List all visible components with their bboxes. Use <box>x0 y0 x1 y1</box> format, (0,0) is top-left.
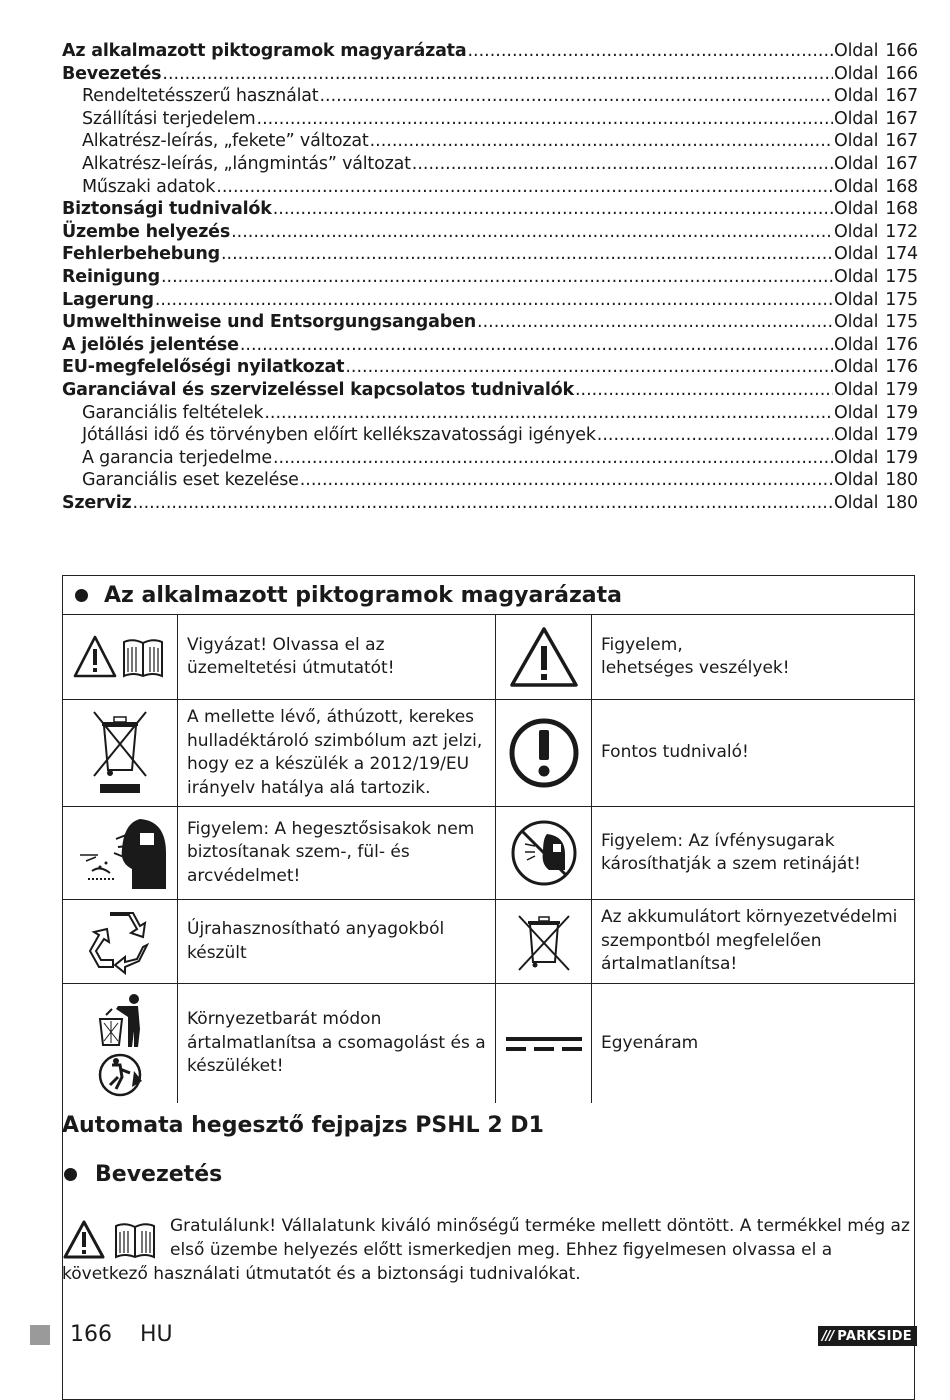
toc-entry <box>62 63 918 86</box>
toc-page-label: Oldal <box>834 244 879 265</box>
toc-leader-dots <box>575 379 833 402</box>
toc-page-label: Oldal <box>834 131 879 152</box>
toc-leader-dots <box>273 447 833 470</box>
toc-entry <box>62 469 918 492</box>
toc-page-label: Oldal <box>834 425 879 446</box>
pictogram-heading-text: Az alkalmazott piktogramok magyarázata <box>104 582 623 608</box>
toc-entry <box>62 311 918 334</box>
product-title: Automata hegesztő fejpajzs PSHL 2 D1 <box>62 1113 544 1138</box>
brand-logo <box>818 1326 917 1346</box>
toc-leader-dots <box>257 108 833 131</box>
toc-leader-dots <box>345 356 833 379</box>
toc-title: Fehlerbehebung <box>62 244 220 265</box>
welding-shield-icon <box>63 807 178 900</box>
toc-entry <box>62 130 918 153</box>
toc-title: Biztonsági tudnivalók <box>62 199 272 220</box>
toc-leader-dots <box>155 289 833 312</box>
pictogram-desc: Az akkumulátort környezetvédelmi szempontból megfelelően ártalmatlanítsa! <box>592 900 914 984</box>
toc-page-label: Oldal <box>834 41 879 61</box>
pictogram-desc: Környezetbarát módon ártalmatlanítsa a csomagolást és a készüléket! <box>178 984 496 1103</box>
toc-page-number: 175 <box>885 312 918 333</box>
toc-page-number: 179 <box>885 447 918 468</box>
toc-page-label: Oldal <box>834 289 879 310</box>
table-of-contents <box>62 40 918 514</box>
toc-entry <box>62 424 918 447</box>
battery-bin-icon <box>496 900 592 984</box>
toc-page-number: 166 <box>885 41 918 61</box>
toc-page-number: 167 <box>885 131 918 152</box>
toc-title: Az alkalmazott piktogramok magyarázata <box>62 41 467 61</box>
dispose-recycle-icon <box>63 984 178 1103</box>
toc-leader-dots <box>300 469 833 492</box>
toc-page-number: 180 <box>885 492 918 513</box>
toc-page-number: 176 <box>885 357 918 378</box>
toc-page-number: 172 <box>885 221 918 242</box>
toc-page-label: Oldal <box>834 447 879 468</box>
toc-page-label: Oldal <box>834 199 879 220</box>
toc-leader-dots <box>370 130 833 153</box>
toc-entry <box>62 40 918 63</box>
toc-entry <box>62 289 918 312</box>
recycle-icon <box>63 900 178 984</box>
brand-name: PARKSIDE <box>837 1328 912 1344</box>
pictogram-desc: Fontos tudnivaló! <box>592 700 914 807</box>
toc-entry <box>62 108 918 131</box>
toc-leader-dots <box>597 424 833 447</box>
toc-entry <box>62 447 918 470</box>
page-footer <box>0 1322 950 1352</box>
toc-page-number: 179 <box>885 425 918 446</box>
toc-leader-dots <box>216 176 833 199</box>
toc-entry <box>62 243 918 266</box>
toc-title: Garanciális feltételek <box>82 402 264 423</box>
toc-page-number: 167 <box>885 86 918 107</box>
toc-leader-dots <box>319 85 833 108</box>
toc-entry <box>62 356 918 379</box>
toc-page-label: Oldal <box>834 176 879 197</box>
toc-page-label: Oldal <box>834 334 879 355</box>
toc-page-label: Oldal <box>834 63 879 84</box>
toc-title: Műszaki adatok <box>82 176 216 197</box>
brand-stripes: /// <box>821 1328 834 1344</box>
pictogram-desc: Újrahasznosítható anyagokból készült <box>178 900 496 984</box>
bullet-icon <box>64 1168 77 1181</box>
toc-title: A garancia terjedelme <box>82 447 272 468</box>
toc-leader-dots <box>162 63 833 86</box>
direct-current-icon <box>496 984 592 1103</box>
toc-entry <box>62 85 918 108</box>
toc-entry <box>62 153 918 176</box>
warning-triangle-icon <box>496 615 592 700</box>
toc-leader-dots <box>161 266 833 289</box>
toc-entry <box>62 198 918 221</box>
toc-page-label: Oldal <box>834 379 879 400</box>
toc-page-label: Oldal <box>834 86 879 107</box>
toc-title: Alkatrész-leírás, „lángmintás” változat <box>82 153 411 174</box>
crossed-bin-icon <box>63 700 178 807</box>
toc-title: Rendeltetésszerű használat <box>82 86 319 107</box>
warning-manual-icon <box>63 615 178 700</box>
toc-page-number: 168 <box>885 176 918 197</box>
toc-leader-dots <box>273 198 833 221</box>
toc-page-number: 175 <box>885 266 918 287</box>
pictogram-heading <box>63 576 914 615</box>
toc-page-number: 174 <box>885 244 918 265</box>
toc-title: Szállítási terjedelem <box>82 108 256 129</box>
toc-leader-dots <box>221 243 833 266</box>
bullet-icon <box>75 589 88 602</box>
toc-page-label: Oldal <box>834 357 879 378</box>
toc-title: Garanciával és szervizeléssel kapcsolatos tudnivalók <box>62 379 574 400</box>
toc-page-number: 175 <box>885 289 918 310</box>
toc-page-number: 167 <box>885 153 918 174</box>
toc-entry <box>62 402 918 425</box>
toc-page-number: 166 <box>885 63 918 84</box>
toc-page-number: 167 <box>885 108 918 129</box>
footer-square-icon <box>30 1325 50 1345</box>
toc-leader-dots <box>240 334 833 357</box>
intro-text: Gratulálunk! Vállalatunk kiváló minőségű terméke mellett döntött. A termékkel még az első üzembe helyezés előtt ismerkedjen meg. Ehhez figyelmesen olvassa el a következő használati útmutatót és a biztonsági tudnivalókat. <box>62 1216 910 1284</box>
toc-title: Alkatrész-leírás, „fekete” változat <box>82 131 369 152</box>
exclamation-circle-icon <box>496 700 592 807</box>
section-heading-text: Bevezetés <box>95 1162 223 1187</box>
toc-entry <box>62 379 918 402</box>
toc-page-number: 168 <box>885 199 918 220</box>
toc-title: Jótállási idő és törvényben előírt kellékszavatossági igények <box>82 425 596 446</box>
toc-page-label: Oldal <box>834 470 879 491</box>
toc-leader-dots <box>264 402 833 425</box>
pictogram-desc: Egyenáram <box>601 1032 699 1053</box>
toc-entry <box>62 492 918 515</box>
toc-title: Umwelthinweise und Entsorgungsangaben <box>62 312 477 333</box>
toc-leader-dots <box>132 492 833 515</box>
toc-page-label: Oldal <box>834 266 879 287</box>
pictogram-desc: Figyelem: Az ívfénysugarak károsíthatják a szem retináját! <box>592 807 914 900</box>
pictogram-desc: Vigyázat! Olvassa el az üzemeltetési útmutatót! <box>178 615 496 700</box>
toc-page-number: 176 <box>885 334 918 355</box>
toc-title: Lagerung <box>62 289 154 310</box>
pictogram-desc: A mellette lévő, áthúzott, kerekes hulladéktároló szimbólum azt jelzi, hogy ez a készülék a 2012/19/EU irányelv hatálya alá tartozik. <box>178 700 496 807</box>
icon-spacer <box>62 1214 170 1258</box>
toc-page-label: Oldal <box>834 153 879 174</box>
pictogram-desc: Figyelem: A hegesztősisakok nem biztosítanak szem-, fül- és arcvédelmet! <box>178 807 496 900</box>
toc-page-number: 179 <box>885 379 918 400</box>
toc-page-label: Oldal <box>834 492 879 513</box>
toc-title: A jelölés jelentése <box>62 334 239 355</box>
no-arc-ray-icon <box>496 807 592 900</box>
section-heading <box>62 1162 222 1187</box>
toc-page-label: Oldal <box>834 312 879 333</box>
toc-entry <box>62 334 918 357</box>
toc-title: Bevezetés <box>62 63 162 84</box>
toc-entry <box>62 266 918 289</box>
toc-title: Szerviz <box>62 492 132 513</box>
toc-leader-dots <box>412 153 833 176</box>
toc-entry <box>62 221 918 244</box>
toc-leader-dots <box>477 311 833 334</box>
toc-leader-dots <box>231 221 833 244</box>
pictogram-desc: Figyelem, lehetséges veszélyek! <box>592 615 914 700</box>
toc-title: EU-megfelelőségi nyilatkozat <box>62 357 345 378</box>
toc-title: Reinigung <box>62 266 160 287</box>
toc-title: Üzembe helyezés <box>62 221 231 242</box>
toc-page-label: Oldal <box>834 108 879 129</box>
toc-entry <box>62 176 918 199</box>
language-code: HU <box>140 1322 173 1347</box>
page-number: 166 <box>70 1322 112 1347</box>
intro-paragraph <box>62 1214 918 1286</box>
toc-page-label: Oldal <box>834 221 879 242</box>
toc-page-number: 180 <box>885 470 918 491</box>
toc-title: Garanciális eset kezelése <box>82 470 299 491</box>
toc-page-number: 179 <box>885 402 918 423</box>
toc-leader-dots <box>467 40 833 63</box>
toc-page-label: Oldal <box>834 402 879 423</box>
